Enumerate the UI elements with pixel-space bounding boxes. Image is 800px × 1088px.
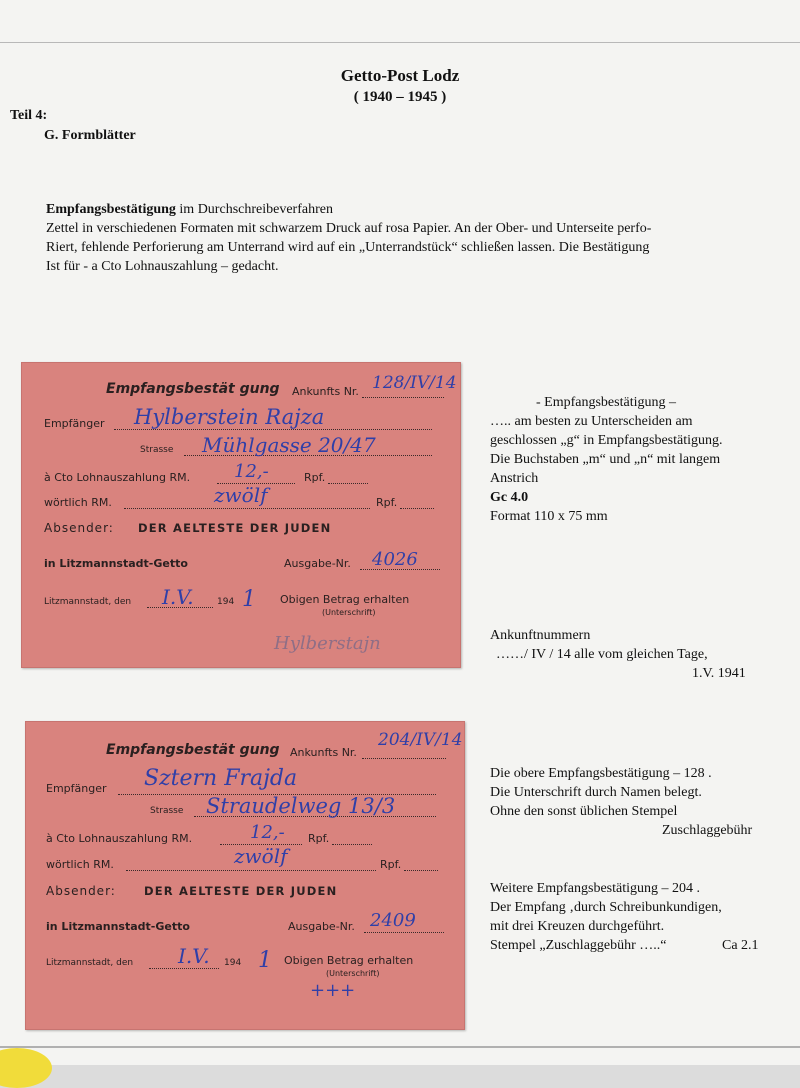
intro-heading: Empfangsbestätigung	[46, 202, 176, 217]
catalog-code: Gc 4.0	[490, 490, 529, 505]
rpf-label-2: Rpf.	[376, 496, 398, 509]
page-years: ( 1940 – 1945 )	[353, 89, 447, 105]
note-arrival-numbers	[490, 626, 708, 664]
card-title: Empfangsbestät gung	[106, 742, 280, 758]
ort-label: in Litzmannstadt-Getto	[44, 557, 188, 570]
intro-line: Riert, fehlende Perforierung am Unterrand wird auf ein „Unterrandstück“ schließen lassen. Die Bestätigung	[46, 240, 650, 255]
datum-label: Litzmannstadt, den	[46, 958, 134, 968]
part-label: Teil 4:	[10, 108, 48, 123]
jahr-label: 194	[224, 958, 242, 968]
handwritten-year: 1	[258, 948, 272, 973]
note-further-receipt	[490, 879, 722, 955]
note-fee: Zuschlaggebühr	[662, 823, 753, 838]
yellow-sticker	[0, 1048, 52, 1088]
intro-heading-line	[46, 200, 781, 219]
page-title: Getto-Post Lodz	[340, 66, 460, 85]
ausgabe-label: Ausgabe-Nr.	[288, 920, 355, 933]
note-line: mit drei Kreuzen durchgeführt.	[490, 919, 665, 934]
empfaenger-label: Empfänger	[46, 782, 107, 795]
top-rule	[0, 42, 800, 43]
woertlich-label: wörtlich RM.	[44, 496, 112, 509]
ankunfts-label: Ankunfts Nr.	[290, 746, 357, 759]
handwritten-day: I.V.	[162, 585, 194, 609]
unterschrift-label: (Unterschrift)	[322, 608, 376, 617]
jahr-label: 194	[217, 597, 235, 607]
rpf-label: Rpf.	[304, 471, 326, 484]
strasse-label: Strasse	[150, 806, 184, 816]
bottom-rule	[0, 1046, 800, 1048]
rpf-label-2: Rpf.	[380, 858, 402, 871]
intro-heading-rest: im Durchschreibeverfahren	[175, 202, 333, 217]
handwritten-signature: Hylberstajn	[274, 633, 381, 654]
handwritten-crosses: +++	[310, 980, 356, 1001]
intro-text	[46, 200, 781, 276]
absender-label: Absender:	[46, 884, 116, 898]
note-line: Die Unterschrift durch Namen belegt.	[490, 785, 702, 800]
note-line: geschlossen „g“ in Empfangsbestätigung.	[490, 433, 723, 448]
receipt-card-2	[25, 721, 465, 1030]
note-upper-receipt	[490, 764, 712, 821]
cto-label: à Cto Lohnauszahlung RM.	[44, 471, 191, 484]
note-line: ……/ IV / 14 alle vom gleichen Tage,	[496, 647, 708, 662]
handwritten-name: Hylberstein Rajza	[134, 405, 325, 429]
note-line: ….. am besten zu Unterscheiden am	[490, 414, 693, 429]
empfaenger-label: Empfänger	[44, 417, 105, 430]
erhalten-label: Obigen Betrag erhalten	[284, 954, 414, 967]
note-line: Die Buchstaben „m“ und „n“ mit langem	[490, 452, 721, 467]
handwritten-year: 1	[242, 587, 256, 612]
note-line: Weitere Empfangsbestätigung – 204 .	[490, 881, 700, 896]
note-line: Die obere Empfangsbestätigung – 128 .	[490, 766, 712, 781]
rpf-label: Rpf.	[308, 832, 330, 845]
card-title: Empfangsbestät gung	[106, 381, 280, 397]
strasse-label: Strasse	[140, 445, 174, 455]
note-characteristics	[490, 393, 723, 526]
note-line: Ohne den sonst üblichen Stempel	[490, 804, 678, 819]
handwritten-name: Sztern Frajda	[144, 766, 298, 791]
cto-label: à Cto Lohnauszahlung RM.	[46, 832, 193, 845]
note-line: Stempel „Zuschlaggebühr …..“	[490, 938, 667, 953]
datum-label: Litzmannstadt, den	[44, 597, 132, 607]
absender-name: DER AELTESTE DER JUDEN	[138, 521, 332, 535]
handwritten-ausgabe: 4026	[372, 549, 418, 570]
handwritten-words: zwölf	[234, 844, 288, 868]
handwritten-nr: 128/IV/14	[372, 373, 457, 393]
note-line: Anstrich	[490, 471, 539, 486]
ankunfts-label: Ankunfts Nr.	[292, 385, 359, 398]
note-date: 1.V. 1941	[692, 666, 746, 681]
section-label: G. Formblätter	[44, 128, 136, 143]
handwritten-street: Mühlgasse 20/47	[202, 433, 376, 457]
handwritten-ausgabe: 2409	[370, 910, 416, 931]
absender-name: DER AELTESTE DER JUDEN	[144, 884, 338, 898]
handwritten-street: Straudelweg 13/3	[206, 794, 396, 818]
woertlich-label: wörtlich RM.	[46, 858, 114, 871]
receipt-card-1	[21, 362, 461, 668]
format-line: Format 110 x 75 mm	[490, 509, 608, 524]
erhalten-label: Obigen Betrag erhalten	[280, 593, 410, 606]
unterschrift-label: (Unterschrift)	[326, 969, 380, 978]
catalog-code-2: Ca 2.1	[722, 938, 759, 953]
absender-label: Absender:	[44, 521, 114, 535]
handwritten-nr: 204/IV/14	[378, 730, 463, 750]
note-line: Der Empfang ‚durch Schreibunkundigen,	[490, 900, 722, 915]
handwritten-rm: 12,-	[250, 822, 285, 843]
ausgabe-label: Ausgabe-Nr.	[284, 557, 351, 570]
handwritten-rm: 12,-	[234, 461, 269, 482]
note-heading: Ankunftnummern	[490, 628, 591, 643]
handwritten-words: zwölf	[214, 483, 268, 507]
intro-line: Zettel in verschiedenen Formaten mit schwarzem Druck auf rosa Papier. An der Ober- und Unterseite perfo-	[46, 221, 652, 236]
intro-line: Ist für - a Cto Lohnauszahlung – gedacht.	[46, 259, 279, 274]
handwritten-day: I.V.	[178, 944, 210, 968]
ort-label: in Litzmannstadt-Getto	[46, 920, 190, 933]
note-line: - Empfangsbestätigung –	[536, 395, 676, 410]
